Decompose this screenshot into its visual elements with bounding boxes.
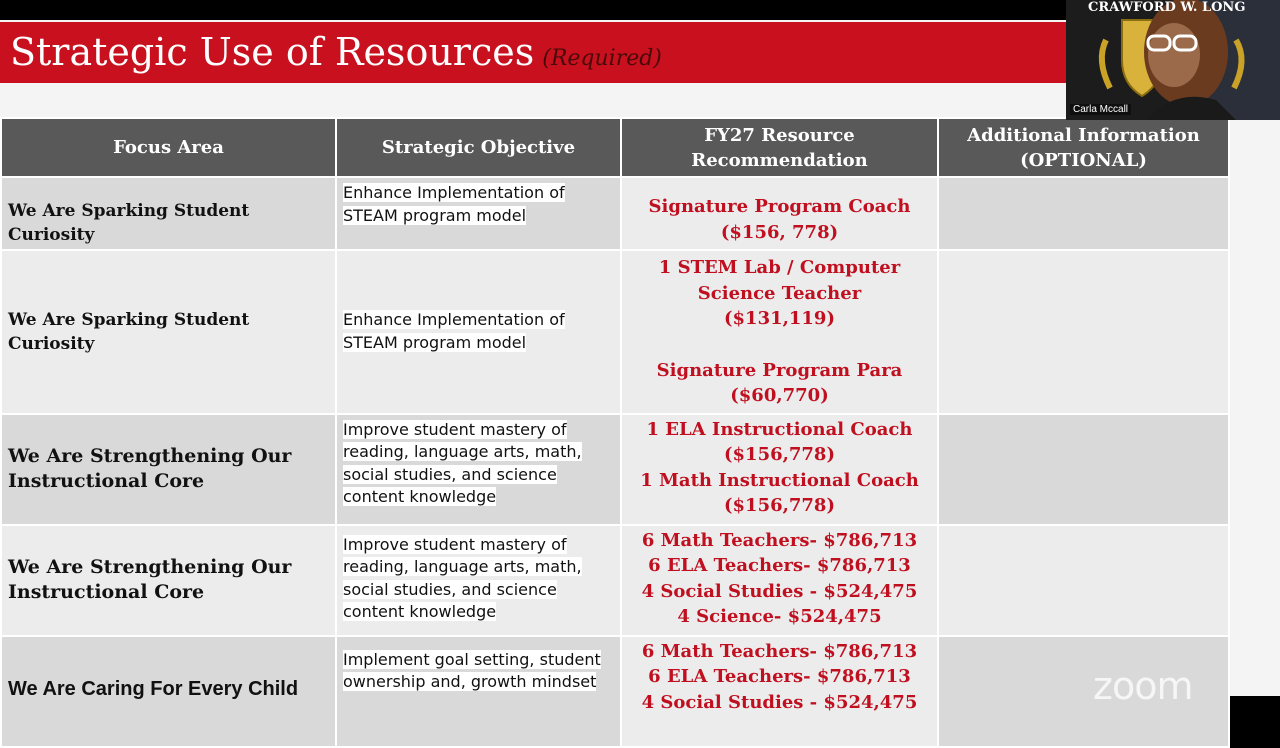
participant-name-label: Carla Mccall <box>1070 104 1131 115</box>
focus-area-cell: We Are Sparking Student Curiosity <box>1 250 336 414</box>
recommendation-cell <box>621 636 938 747</box>
recommendation-line: Signature Program Para <box>656 359 903 381</box>
table-row <box>1 250 1229 414</box>
recommendation-line: 6 ELA Teachers- $786,713 <box>648 555 911 576</box>
objective-text: Enhance Implementation of STEAM program model <box>343 310 565 352</box>
recommendation-line: 4 Social Studies - $524,475 <box>641 691 918 713</box>
focus-area-cell: We Are Strengthening Our Instructional Core <box>1 414 336 525</box>
recommendation-line: 1 STEM Lab / Computer <box>658 257 901 278</box>
recommendation-line: 1 ELA Instructional Coach <box>646 418 913 440</box>
recommendation-line: Science Teacher <box>697 282 862 304</box>
additional-info-cell <box>938 250 1229 414</box>
additional-info-cell <box>938 525 1229 636</box>
additional-info-cell <box>938 177 1229 250</box>
presentation-slide <box>0 20 1280 713</box>
objective-cell <box>336 177 621 250</box>
objective-cell <box>336 414 621 525</box>
recommendation-line: ($156,778) <box>724 495 835 516</box>
recommendation-line: 6 ELA Teachers- $786,713 <box>648 666 911 687</box>
recommendation-line: ($156,778) <box>724 444 835 465</box>
recommendation-cell <box>621 414 938 525</box>
objective-text: Improve student mastery of reading, language arts, math, social studies, and science content knowledge <box>343 534 582 621</box>
slide-title-note: (Required) <box>542 46 662 71</box>
slide-title-bar <box>0 22 1066 83</box>
header-strategic-objective: Strategic Objective <box>336 118 621 177</box>
recommendation-cell <box>621 177 938 250</box>
table-row <box>1 636 1229 747</box>
participant-video-feed <box>1066 0 1280 120</box>
recommendation-line: 6 Math Teachers- $786,713 <box>641 529 918 551</box>
recommendation-line: ($156, 778) <box>720 221 839 243</box>
header-resource-recommendation: FY27 Resource Recommendation <box>621 118 938 177</box>
recommendation-line: 1 Math Instructional Coach <box>640 469 919 491</box>
table-header-row <box>1 118 1229 177</box>
objective-text: Improve student mastery of reading, language arts, math, social studies, and science content knowledge <box>343 419 582 506</box>
recommendation-cell <box>621 250 938 414</box>
objective-cell <box>336 636 621 747</box>
recommendation-spacer <box>626 332 933 358</box>
focus-area-cell: We Are Sparking Student Curiosity <box>1 177 336 250</box>
objective-text: Enhance Implementation of STEAM program model <box>343 183 565 225</box>
objective-cell <box>336 250 621 414</box>
header-additional-information: Additional Information (OPTIONAL) <box>938 118 1229 177</box>
recommendation-line: ($131,119) <box>724 308 835 329</box>
table-row <box>1 177 1229 250</box>
recommendation-line: Signature Program Coach <box>648 196 911 217</box>
slide-title <box>10 30 662 74</box>
recommendation-line: ($60,770) <box>730 385 829 406</box>
recommendation-line: 6 Math Teachers- $786,713 <box>641 640 918 662</box>
recommendation-cell <box>621 525 938 636</box>
slide-title-text: Strategic Use of Resources <box>10 30 535 74</box>
objective-cell <box>336 525 621 636</box>
recommendation-line: 4 Social Studies - $524,475 <box>641 580 918 602</box>
video-banner-text: CRAWFORD W. LONG <box>1088 0 1246 15</box>
focus-area-cell: We Are Caring For Every Child <box>1 636 336 747</box>
table-row <box>1 414 1229 525</box>
table-row <box>1 525 1229 636</box>
focus-area-cell: We Are Strengthening Our Instructional Core <box>1 525 336 636</box>
zoom-watermark: zoom <box>1093 664 1193 708</box>
header-focus-area: Focus Area <box>1 118 336 177</box>
additional-info-cell <box>938 414 1229 525</box>
recommendation-line: 4 Science- $524,475 <box>677 606 882 627</box>
resources-table <box>0 117 1230 748</box>
participant-video-tile[interactable] <box>1066 0 1280 120</box>
objective-text: Implement goal setting, student ownership and, growth mindset <box>343 649 601 691</box>
